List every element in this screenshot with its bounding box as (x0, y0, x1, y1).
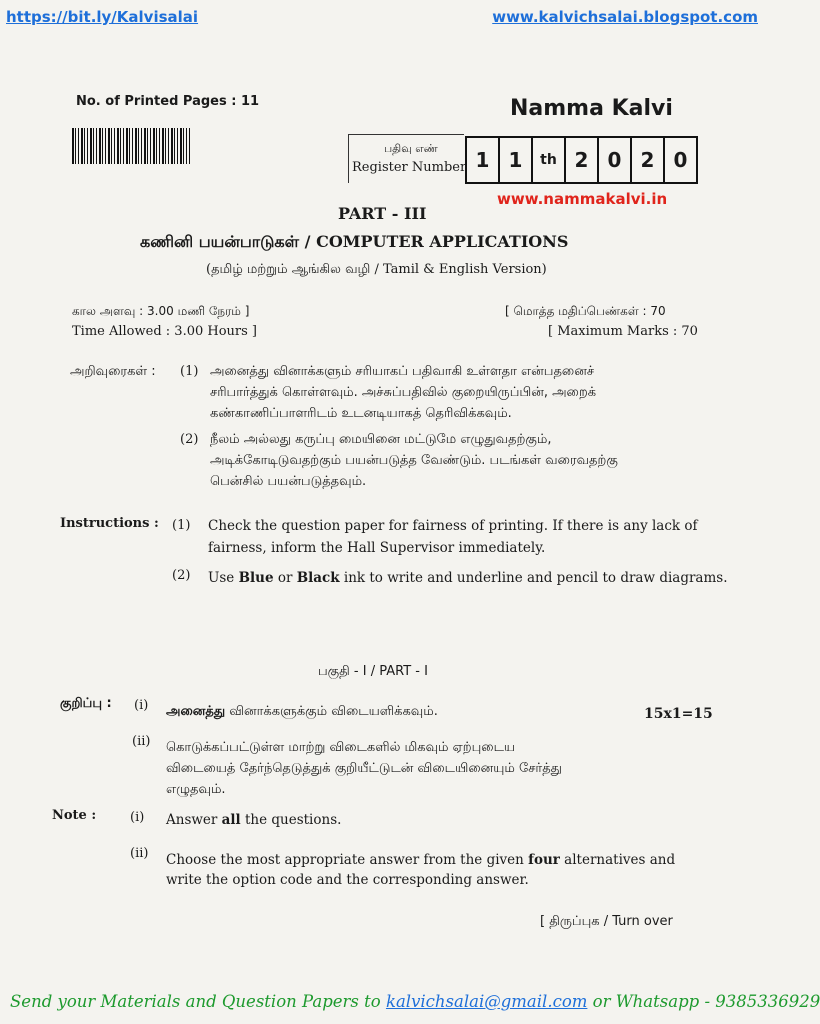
kalvichsalai-blog-link[interactable]: www.kalvichsalai.blogspot.com (492, 8, 758, 26)
register-label-english: Register Number (352, 160, 467, 175)
instruction-number: (1) (172, 518, 191, 533)
footer-text: Send your Materials and Question Papers to (10, 992, 386, 1011)
register-digit: 0 (599, 138, 632, 182)
footer-banner (0, 992, 820, 1011)
printed-pages-count: No. of Printed Pages : 11 (76, 94, 260, 109)
marks-scheme: 15x1=15 (644, 706, 713, 722)
text-fragment: Answer (166, 812, 222, 828)
instructions-label-english: Instructions : (60, 516, 159, 531)
kalvisalai-short-link[interactable]: https://bit.ly/Kalvisalai (6, 8, 199, 26)
note-text: write the option code and the corresponding answer. (166, 872, 529, 888)
black-ink-word: Black (296, 570, 340, 586)
instruction-text (208, 570, 728, 586)
footer-email-link[interactable]: kalvichsalai@gmail.com (385, 992, 588, 1011)
footer-text: or Whatsapp - (587, 992, 716, 1011)
blue-ink-word: Blue (238, 570, 274, 586)
subject-title: கணினி பயன்பாடுகள் / COMPUTER APPLICATIONS (140, 232, 569, 251)
nammakalvi-site-link[interactable]: www.nammakalvi.in (497, 190, 668, 208)
instruction-text: fairness, inform the Hall Supervisor immediately. (208, 540, 546, 556)
register-digit: 1 (467, 138, 500, 182)
register-digit: th (533, 138, 566, 182)
turn-over-note: [ திருப்புக / Turn over (540, 914, 673, 929)
instruction-number: (2) (180, 432, 199, 447)
note-text (166, 704, 438, 720)
medium-version: (தமிழ் மற்றும் ஆங்கில வழி / Tamil & English Version) (206, 262, 547, 277)
time-allowed-english: Time Allowed : 3.00 Hours ] (72, 324, 258, 339)
note-number: (i) (134, 698, 149, 713)
instruction-text: அனைத்து வினாக்களும் சரியாகப் பதிவாகி உள்ளதா என்பதனைச் (210, 364, 595, 379)
note-text (166, 852, 675, 868)
text-fragment: ink to write and underline and pencil to draw diagrams. (339, 570, 728, 586)
part-one-heading: பகுதி - I / PART - I (318, 664, 428, 679)
max-marks-english: [ Maximum Marks : 70 (548, 324, 698, 339)
register-digit: 0 (673, 148, 688, 172)
text-fragment: Choose the most appropriate answer from the given (166, 852, 529, 868)
all-word: all (221, 812, 241, 828)
four-word: four (528, 852, 560, 868)
instruction-text: கண்காணிப்பாளரிடம் உடனடியாகத் தெரிவிக்கவும். (210, 406, 512, 421)
register-label-tamil: பதிவு எண் (384, 142, 438, 155)
barcode-image (72, 128, 190, 164)
register-digit: 2 (632, 138, 665, 182)
time-allowed-tamil: கால அளவு : 3.00 மணி நேரம் ] (72, 304, 250, 318)
instruction-number: (2) (172, 568, 191, 583)
namma-kalvi-title: Namma Kalvi (510, 96, 673, 121)
text-fragment: Use (208, 570, 239, 586)
note-text (166, 812, 341, 828)
register-digit: 2 (566, 138, 599, 182)
all-word-tamil: அனைத்து (166, 704, 226, 719)
note-text: கொடுக்கப்பட்டுள்ள மாற்று விடைகளில் மிகவும் ஏற்புடைய (166, 740, 516, 755)
instruction-text: அடிக்கோடிடுவதற்கும் பயன்படுத்த வேண்டும். படங்கள் வரைவதற்கு (210, 453, 618, 468)
note-number: (i) (130, 810, 145, 825)
note-label-tamil: குறிப்பு : (60, 696, 112, 711)
footer-phone: 9385336929 (715, 992, 820, 1011)
text-fragment: வினாக்களுக்கும் விடையளிக்கவும். (225, 704, 438, 719)
instruction-text: நீலம் அல்லது கருப்பு மையினை மட்டுமே எழுதுவதற்கும், (210, 432, 552, 447)
instruction-text: Check the question paper for fairness of printing. If there is any lack of (208, 518, 698, 534)
note-number: (ii) (130, 846, 149, 861)
instruction-number: (1) (180, 364, 199, 379)
note-label-english: Note : (52, 808, 97, 823)
max-marks-tamil: [ மொத்த மதிப்பெண்கள் : 70 (505, 304, 666, 318)
note-text: எழுதவும். (166, 782, 226, 797)
instructions-label-tamil: அறிவுரைகள் : (70, 364, 156, 379)
text-fragment: the questions. (240, 812, 342, 828)
instruction-text: பென்சில் பயன்படுத்தவும். (210, 474, 367, 489)
note-text: விடையைத் தேர்ந்தெடுத்துக் குறியீட்டுடன் விடையினையும் சேர்த்து (166, 761, 562, 776)
note-number: (ii) (132, 734, 151, 749)
register-digit: 1 (500, 138, 533, 182)
instruction-text: சரிபார்த்துக் கொள்ளவும். அச்சுப்பதிவில் குறையிருப்பின், அறைக் (210, 385, 597, 400)
text-fragment: alternatives and (559, 852, 676, 868)
text-fragment: or (273, 570, 297, 586)
part-three-heading: PART - III (338, 204, 427, 223)
register-number-boxes (465, 136, 698, 184)
